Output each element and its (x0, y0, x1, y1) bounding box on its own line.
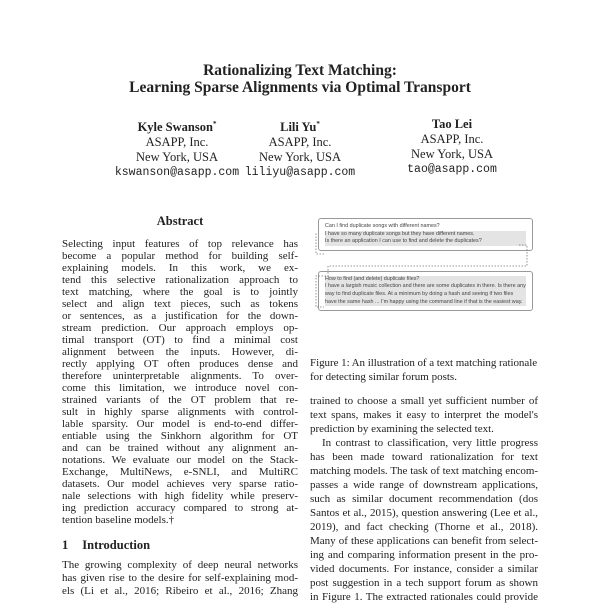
author-affiliation: ASAPP, Inc. (145, 135, 209, 150)
text-line: select and align text pieces, such as tokens (62, 298, 298, 310)
post-sentence: I have so many duplicate songs but they have different names. (325, 231, 526, 239)
text-line: rectly applying OT often produces dense and (62, 358, 298, 370)
paper-title-line-2: Learning Sparse Alignments via Optimal Transport (129, 79, 471, 96)
text-line: or sentences, as a justification for the down- (62, 310, 298, 322)
text-line: become a popular method for building self- (62, 250, 298, 262)
text-line: come this limitation, we introduce novel con- (62, 382, 298, 394)
alignment-arrows (312, 218, 539, 308)
text-line: post suggestion in a tech support forum as shown (310, 577, 538, 589)
text-line: text matching, where the goal is to jointly (62, 286, 298, 298)
author-mark: * (212, 120, 217, 128)
text-line: nale selections with high fidelity while preserv- (62, 490, 298, 502)
post-title: How to find (and delete) duplicate files? (325, 276, 526, 284)
post-body: I have a largish music collection and there are some duplicates in there. Is there any way to find duplicate files. At a minimum by doing a hash and seeing if two files have the same hash ... I'm happy using the command line if that is the easiest way. (325, 283, 526, 305)
text-line: matching models. The task of text matching encom- (310, 465, 538, 477)
text-line: tention baseline models.† (62, 514, 175, 526)
text-line: and can be trained without any alignment an- (62, 442, 298, 454)
author-email[interactable]: liliyu@asapp.com (244, 166, 356, 180)
author-mark: * (316, 120, 320, 128)
section-title: Introduction (82, 538, 151, 552)
text-line: has given rise to the desire for self-explaining mod- (62, 572, 298, 584)
text-line: text spans, makes it easy to interpret the model's (310, 409, 538, 421)
text-line: 2019), and fact checking (Thorne et al., 2018). (310, 521, 538, 533)
intro-body (62, 559, 298, 598)
text-line: has been made toward rationalization for text (310, 451, 538, 463)
text-line: therefore uninterpretable alignments. To over- (62, 370, 298, 382)
author-name: Kyle Swanson (137, 120, 213, 135)
section-heading (62, 538, 164, 553)
author-location: New York, USA (136, 150, 218, 165)
text-line: in Figure 1. The extracted rationales could provide (310, 591, 538, 603)
abstract-body (62, 238, 298, 526)
author-name: Lili Yu (280, 120, 317, 135)
author-name: Tao Lei (431, 117, 473, 131)
text-line: sult in highly sparse alignments with control- (62, 406, 298, 418)
text-line: prediction by examining the selected text. (310, 423, 494, 435)
right-column-body (310, 394, 538, 604)
text-line: notations. We evaluate our model on the Stack- (62, 454, 298, 466)
author-email[interactable]: tao@asapp.com (407, 163, 497, 176)
text-line: els (Li et al., 2016; Ribeiro et al., 2016; Zhang (62, 585, 298, 597)
text-line: lable sparsity. Our model is end-to-end differ- (62, 418, 298, 430)
text-line: Many of these applications can benefit from select- (310, 535, 538, 547)
author-affiliation: ASAPP, Inc. (420, 132, 484, 146)
text-line: timal transport (OT) to find a minimal cost (62, 334, 298, 346)
caption-line: for detecting similar forum posts. (310, 371, 457, 383)
text-line: alignment between the inputs. However, di- (62, 346, 298, 358)
author-location: New York, USA (411, 147, 493, 161)
text-line: strained variants of the OT problem that re- (62, 394, 298, 406)
author-location: New York, USA (259, 150, 341, 165)
text-line: tend this selective rationalization approach to (62, 274, 298, 286)
text-line: ing prediction accuracy compared to strong at- (62, 502, 298, 514)
text-line: Selecting input features of top relevance has (62, 238, 298, 250)
author-block (212, 117, 385, 180)
text-line: explaining models. In this work, we ex- (62, 262, 298, 274)
text-line: Exchange, MultiNews, e-SNLI, and MultiRC (62, 466, 298, 478)
text-line: entiable using the Sinkhorn algorithm for OT (62, 430, 298, 442)
section-number: 1 (62, 538, 69, 552)
text-line: stream prediction. Our approach employs op- (62, 322, 298, 334)
author-affiliation: ASAPP, Inc. (268, 135, 332, 150)
text-line: In contrast to classification, very little progress (322, 437, 538, 449)
text-line: Santos et al., 2015), question answering (Lee et al., (310, 507, 538, 519)
text-line: passes a wide range of downstream applications, (310, 479, 538, 491)
author-block (367, 117, 537, 177)
author-email[interactable]: kswanson@asapp.com (114, 166, 240, 180)
paper-title-line-1: Rationalizing Text Matching: (203, 62, 397, 79)
abstract-heading: Abstract (156, 214, 204, 228)
caption-line: Figure 1: An illustration of a text matching rationale (310, 357, 538, 369)
figure-1 (318, 218, 533, 311)
post-sentence: Is there an application I can use to find and delete the duplicates? (325, 238, 526, 246)
text-line: ing and comparing information present in the pro- (310, 549, 538, 561)
text-line: vided documents. For instance, consider a similar (310, 563, 538, 575)
text-line: datasets. Our model achieves very sparse ratio- (62, 478, 298, 490)
text-line: The growing complexity of deep neural networks (62, 559, 298, 571)
figure-caption (310, 356, 538, 384)
post-title: Can I find duplicate songs with different names? (325, 223, 440, 229)
text-line: such as similar document recommendation (dos (310, 493, 538, 505)
text-line: trained to choose a small yet sufficient number of (310, 395, 538, 407)
